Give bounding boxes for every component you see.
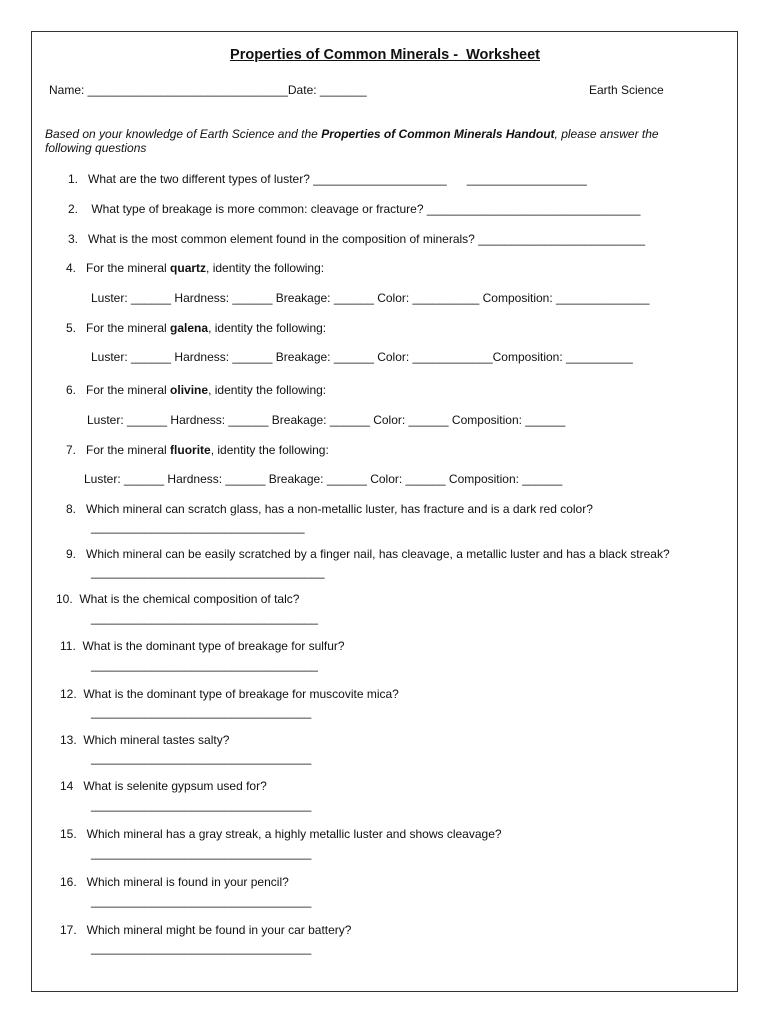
question-16: 16. Which mineral is found in your pencil? [60, 875, 289, 889]
question-8-answer-line: ________________________________ [91, 520, 305, 534]
question-6 [66, 383, 326, 397]
question-10-answer-line: __________________________________ [91, 611, 318, 625]
q6-mineral: olivine [170, 383, 209, 397]
q7-suffix: , identity the following: [210, 443, 329, 457]
q6-suffix: , identity the following: [208, 383, 327, 397]
question-3: 3. What is the most common element found in the composition of minerals? _________________________ [68, 232, 646, 246]
q7-mineral: fluorite [170, 443, 211, 457]
question-10: 10. What is the chemical composition of talc? [56, 592, 300, 606]
question-7 [66, 443, 329, 457]
question-9-answer-line: ___________________________________ [91, 565, 325, 579]
course-label: Earth Science [589, 83, 664, 97]
q4-prefix: 4. For the mineral [66, 261, 171, 275]
question-11: 11. What is the dominant type of breakage for sulfur? [60, 639, 345, 653]
instructions-suffix: , please answer the following questions [45, 127, 659, 155]
q4-mineral: quartz [170, 261, 207, 275]
question-16-answer-line: _________________________________ [91, 894, 312, 908]
question-7-properties: Luster: ______ Hardness: ______ Breakage: ______ Color: ______ Composition: ______ [84, 472, 563, 486]
question-11-answer-line: __________________________________ [91, 658, 318, 672]
question-17-answer-line: _________________________________ [91, 941, 312, 955]
question-17: 17. Which mineral might be found in your car battery? [60, 923, 352, 937]
worksheet-title: Properties of Common Minerals - Worksheet [230, 47, 540, 63]
q5-prefix: 5. For the mineral [66, 321, 171, 335]
question-13-answer-line: _________________________________ [91, 751, 312, 765]
question-4 [66, 261, 324, 275]
handout-name: Properties of Common Minerals Handout [321, 127, 555, 141]
question-12-answer-line: _________________________________ [91, 705, 312, 719]
question-9: 9. Which mineral can be easily scratched by a finger nail, has cleavage, a metallic luster and has a black streak? [66, 547, 670, 561]
question-5-properties: Luster: ______ Hardness: ______ Breakage: ______ Color: ____________Composition: __________ [91, 350, 633, 364]
question-8: 8. Which mineral can scratch glass, has a non-metallic luster, has fracture and is a dark red color? [66, 502, 593, 516]
instructions-prefix: Based on your knowledge of Earth Science and the [45, 127, 322, 141]
question-4-properties: Luster: ______ Hardness: ______ Breakage: ______ Color: __________ Composition: ______________ [91, 291, 650, 305]
q4-suffix: , identity the following: [206, 261, 325, 275]
question-14-answer-line: _________________________________ [91, 798, 312, 812]
instructions [45, 127, 705, 155]
question-15-answer-line: _________________________________ [91, 846, 312, 860]
question-12: 12. What is the dominant type of breakage for muscovite mica? [60, 687, 399, 701]
q5-mineral: galena [170, 321, 209, 335]
question-13: 13. Which mineral tastes salty? [60, 733, 230, 747]
name-date-line: Name: ______________________________Date: _______ [49, 83, 367, 97]
question-5 [66, 321, 326, 335]
question-1: 1. What are the two different types of luster? ____________________ __________________ [68, 172, 587, 186]
question-6-properties: Luster: ______ Hardness: ______ Breakage: ______ Color: ______ Composition: ______ [87, 413, 566, 427]
q5-suffix: , identity the following: [208, 321, 327, 335]
question-14: 14 What is selenite gypsum used for? [60, 779, 267, 793]
q7-prefix: 7. For the mineral [66, 443, 171, 457]
q6-prefix: 6. For the mineral [66, 383, 171, 397]
question-15: 15. Which mineral has a gray streak, a highly metallic luster and shows cleavage? [60, 827, 502, 841]
question-2: 2. What type of breakage is more common: cleavage or fracture? ________________________________ [68, 202, 641, 216]
